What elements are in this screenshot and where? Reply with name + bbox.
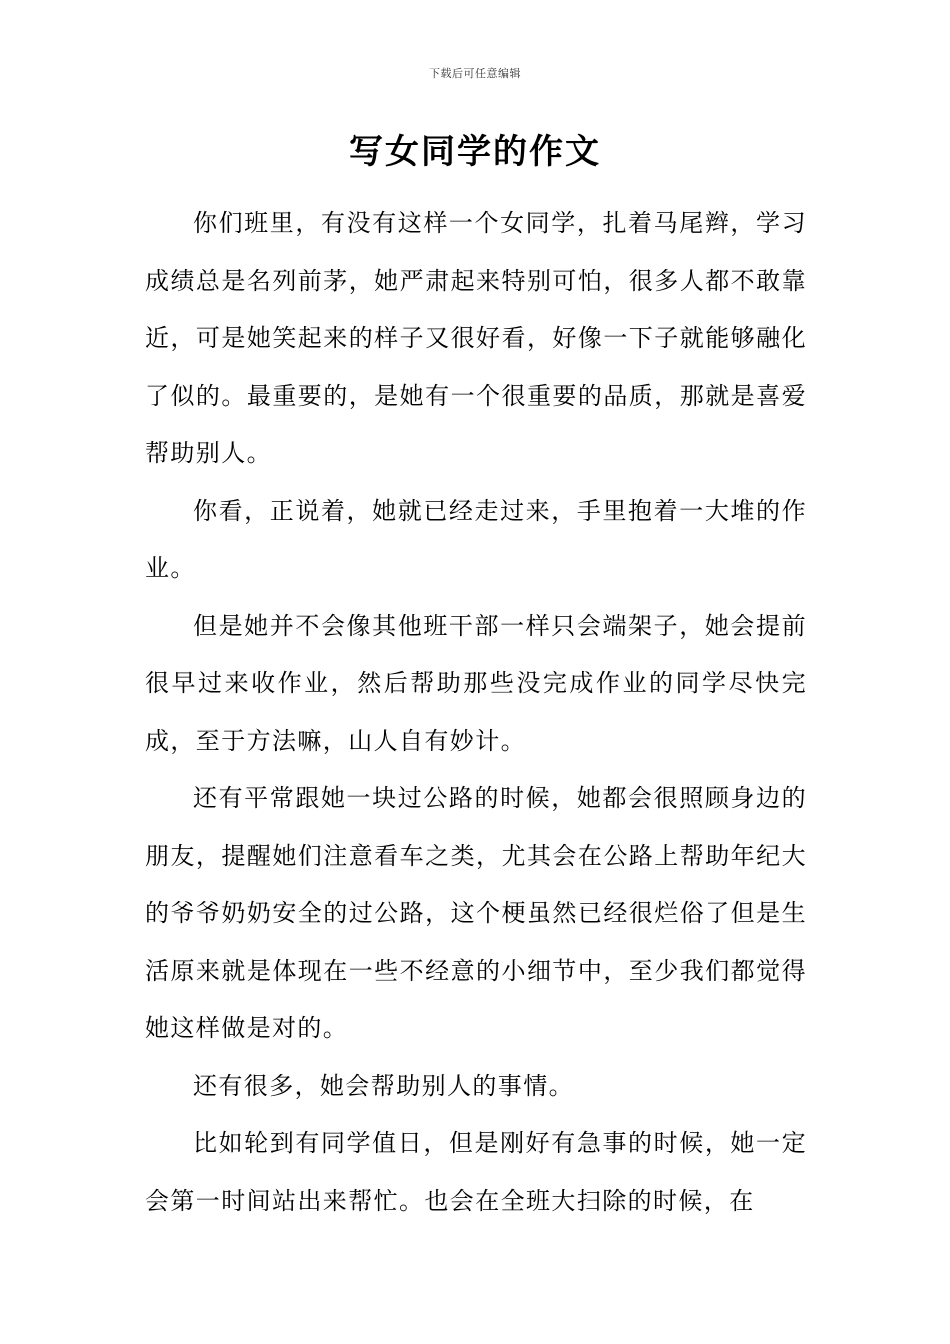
paragraph-6: 比如轮到有同学值日，但是刚好有急事的时候，她一定会第一时间站出来帮忙。也会在全班大扫除的时候，在 bbox=[145, 1129, 807, 1215]
paragraph-2: 你看，正说着，她就已经走过来，手里抱着一大堆的作业。 bbox=[145, 496, 807, 582]
paragraph-3: 但是她并不会像其他班干部一样只会端架子，她会提前很早过来收作业，然后帮助那些没完成作业的同学尽快完成，至于方法嘛，山人自有妙计。 bbox=[145, 611, 807, 755]
header-note: 下载后可任意编辑 bbox=[429, 67, 521, 80]
document-body bbox=[145, 195, 807, 1230]
document-title: 写女同学的作文 bbox=[349, 132, 601, 172]
paragraph-1: 你们班里，有没有这样一个女同学，扎着马尾辫，学习成绩总是名列前茅，她严肃起来特别可怕，很多人都不敢靠近，可是她笑起来的样子又很好看，好像一下子就能够融化了似的。最重要的，是她有一个很重要的品质，那就是喜爱帮助别人。 bbox=[145, 209, 807, 467]
paragraph-4: 还有平常跟她一块过公路的时候，她都会很照顾身边的朋友，提醒她们注意看车之类，尤其会在公路上帮助年纪大的爷爷奶奶安全的过公路，这个梗虽然已经很烂俗了但是生活原来就是体现在一些不经意的小细节中，至少我们都觉得她这样做是对的。 bbox=[145, 784, 807, 1042]
paragraph-5: 还有很多，她会帮助别人的事情。 bbox=[193, 1071, 574, 1100]
